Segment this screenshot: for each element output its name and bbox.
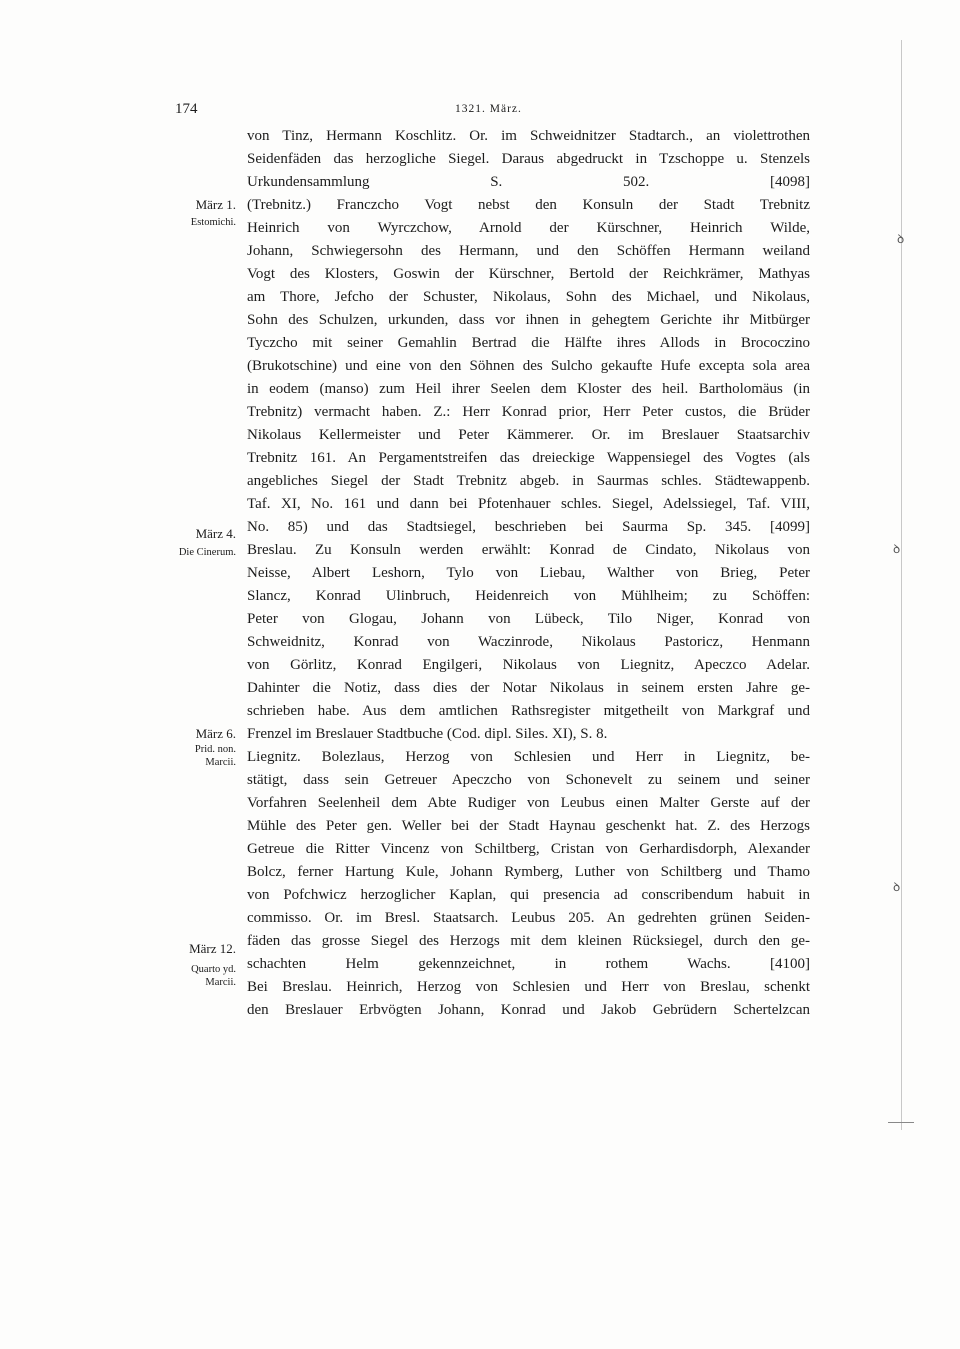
text-line: Trebnitz 161. An Pergamentstreifen das dreieckige Wappensiegel des Vogtes (als [247,450,810,466]
text-line: am Thore, Jefcho der Schuster, Nikolaus, Sohn des Michael, und Nikolaus, [247,289,810,305]
margin-note: Marcii. [205,977,236,988]
text-line: Breslau. Zu Konsuln werden erwählt: Konrad de Cindato, Nikolaus von [247,542,810,558]
text-line: commisso. Or. im Bresl. Staatsarch. Leubus 205. An gedrehten grünen Seiden- [247,910,810,926]
text-line: Johann, Schwiegersohn des Hermann, und den Schöffen Hermann weiland [247,243,810,259]
text-line: Mühle des Peter gen. Weller bei der Stadt Haynau geschenkt hat. Z. des Herzogs [247,818,810,834]
text-line: Vogt des Klosters, Goswin der Kürschner, Bertold der Reichkrämer, Mathyas [247,266,810,282]
text-line: schachten Helm gekennzeichnet, in rothem Wachs. [4100] [247,956,810,972]
text-line: Bolcz, ferner Hartung Kule, Johann Rymberg, Luther von Schiltberg und Thamo [247,864,810,880]
text-line: (Brukotschine) und eine von den Söhnen des Sulcho gekaufte Hufe excepta sola area [247,358,810,374]
text-line: Liegnitz. Bolezlaus, Herzog von Schlesien und Herr in Liegnitz, be- [247,749,810,765]
text-line: Peter von Glogau, Johann von Lübeck, Tilo Niger, Konrad von [247,611,810,627]
text-line: Dahinter die Notiz, dass dies der Notar Nikolaus in seinem ersten Jahre ge- [247,680,810,696]
margin-note: Quarto yd. [191,964,236,975]
text-line: Trebnitz) vermacht haben. Z.: Herr Konrad prior, Herr Peter custos, die Brüder [247,404,810,420]
text-line: Tyczcho mit seiner Gemahlin Bertrad die Hälfte ihres Allods in Brococzino [247,335,810,351]
text-line: von Pofchwicz herzoglicher Kaplan, qui presencia ad conscribendum habuit in [247,887,810,903]
margin-note: Estomichi. [190,217,236,228]
page-number: 174 [175,101,198,117]
text-line: Nikolaus Kellermeister und Peter Kämmerer. Or. im Breslauer Staatsarchiv [247,427,810,443]
margin-note: März 1. [195,197,236,212]
text-line: Sohn des Schulzen, urkunden, dass vor ihnen in gehegtem Gerichte ihr Mitbürger [247,312,810,328]
text-line: von Görlitz, Konrad Engilgeri, Nikolaus von Liegnitz, Apeczco Adelar. [247,657,810,673]
text-line: Bei Breslau. Heinrich, Herzog von Schlesien und Herr von Breslau, schenkt [247,979,810,995]
text-line: den Breslauer Erbvögten Johann, Konrad und Jakob Gebrüdern Schertelzcan [247,1002,810,1018]
text-line: (Trebnitz.) Franczcho Vogt nebst den Konsuln der Stadt Trebnitz [247,197,810,213]
text-line: Schweidnitz, Konrad von Waczinrode, Nikolaus Pastoricz, Henmann [247,634,810,650]
text-line: Vorfahren Seelenheil dem Abte Rudiger von Leubus einen Malter Gerste auf der [247,795,810,811]
text-line: von Tinz, Hermann Koschlitz. Or. im Schweidnitzer Stadtarch., an violettrothen [247,128,810,144]
text-line: Heinrich von Wyrczchow, Arnold der Kürschner, Heinrich Wilde, [247,220,810,236]
text-line: in eodem (manso) zum Heil ihrer Seelen dem Kloster des heil. Bartholomäus (in [247,381,810,397]
scan-edge-line [901,40,902,1130]
scan-edge-mark: ꝺ [897,232,905,246]
text-line: Frenzel im Breslauer Stadtbuche (Cod. dipl. Siles. XI), S. 8. [247,726,608,742]
margin-note: März 4. [195,526,236,541]
text-line: Seidenfäden das herzogliche Siegel. Daraus abgedruckt in Tzschoppe u. Stenzels [247,151,810,167]
scan-edge-mark: ꝺ [893,880,901,894]
text-line: Slancz, Konrad Ulinbruch, Heidenreich von Mühlheim; zu Schöffen: [247,588,810,604]
margin-note: Prid. non. [194,744,236,755]
text-line: stätigt, dass sein Getreuer Apeczcho von Schonevelt zu seinem und seiner [247,772,810,788]
text-line: Getreue die Ritter Vincenz von Schiltberg, Cristan von Gerhardisdorph, Alexander [247,841,810,857]
scan-edge-mark: ꝺ [893,542,901,556]
scan-edge-stroke [888,1122,914,1123]
margin-note: März 6. [195,726,236,741]
text-line: Taf. XI, No. 161 und dann bei Pfotenhauer schles. Siegel, Adelssiegel, Taf. VIII, [247,496,810,512]
margin-note: März 12. [189,941,236,956]
text-line: Neisse, Albert Leshorn, Tylo von Liebau, Walther von Brieg, Peter [247,565,810,581]
text-line: angebliches Siegel der Stadt Trebnitz abgeb. in Saurmas schles. Städtewappenb. [247,473,810,489]
margin-note: Marcii. [205,757,236,768]
margin-note: Die Cinerum. [178,547,236,558]
text-line: Urkundensammlung S. 502. [4098] [247,174,810,190]
text-line: fäden das grosse Siegel des Herzogs mit dem kleinen Rücksiegel, durch den ge- [247,933,810,949]
text-line: schrieben habe. Aus dem amtlichen Rathsregister mitgetheilt von Markgraf und [247,703,810,719]
text-line: No. 85) und das Stadtsiegel, beschrieben bei Saurma Sp. 345. [4099] [247,519,810,535]
running-head: 1321. März. [455,103,522,115]
